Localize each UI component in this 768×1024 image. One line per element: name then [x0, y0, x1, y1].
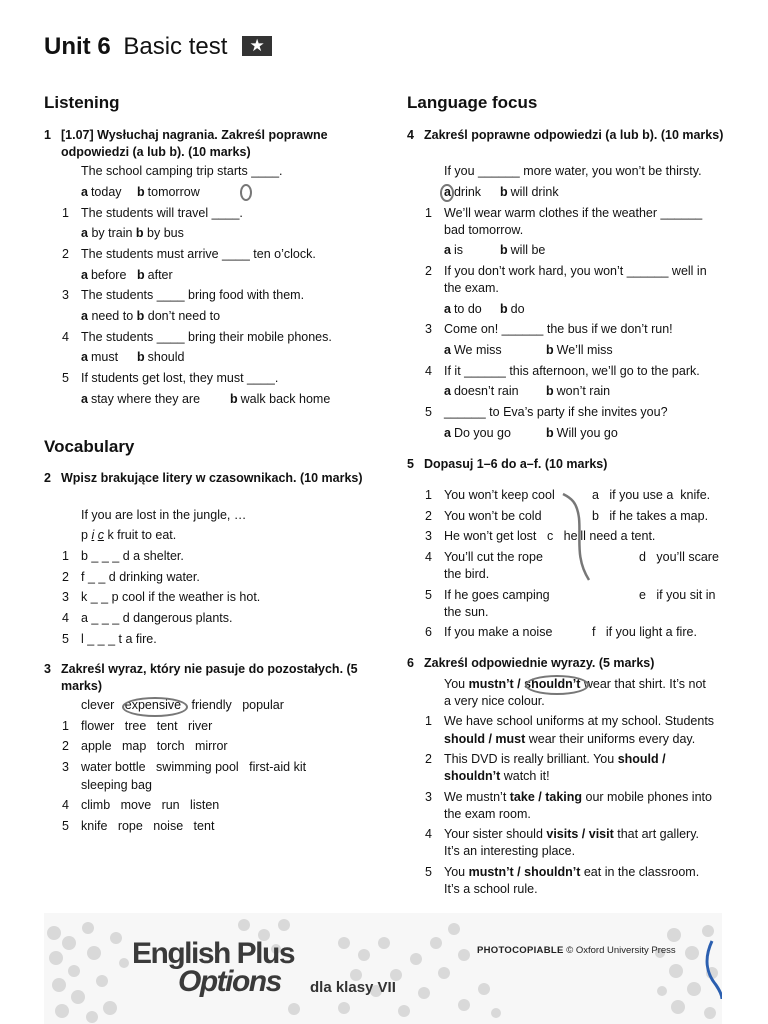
- task-1-item-3-options: a need to b don’t need to: [81, 309, 221, 323]
- task-2-item-2: 2 f _ _ d drinking water.: [62, 570, 200, 584]
- task-5-right-c: c he’ll need a tent.: [547, 529, 656, 543]
- photocopiable-notice: PHOTOCOPIABLE © Oxford University Press: [477, 945, 676, 956]
- task-6-item-1: 1 We have school uniforms at my school. Students: [425, 714, 715, 728]
- task-4-item-2-cont: the exam.: [444, 281, 499, 295]
- vocabulary-heading: Vocabulary: [44, 437, 135, 456]
- task-6-item-5: 5 You mustn’t / shouldn’t eat in the classroom.: [425, 865, 700, 879]
- task-2-item-3: 3 k _ _ p cool if the weather is hot.: [62, 590, 261, 604]
- task-3-instruction: 3 Zakreśl wyraz, który nie pasuje do pozostałych. (5 marks): [44, 662, 358, 693]
- task-6-item-3-cont: the exam room.: [444, 807, 531, 821]
- task-4-item-2: 2 If you don’t work hard, you won’t ______ well in: [425, 264, 707, 278]
- task-6-example-cont: a very nice colour.: [444, 694, 545, 708]
- task-3-item-3: 3 water bottle swimming pool first-aid kit: [62, 760, 307, 774]
- footer-banner: [44, 913, 722, 1024]
- test-title: Basic test: [123, 33, 228, 60]
- pencil-circle-mark: [122, 697, 188, 717]
- task-1-example-question: The school camping trip starts ____.: [81, 164, 283, 178]
- pencil-circle-mark: [525, 675, 589, 695]
- task-5-left-2: 2 You won’t be cold: [425, 509, 542, 523]
- task-2-item-1: 1 b _ _ _ d a shelter.: [62, 549, 184, 563]
- task-4-item-1: 1 We’ll wear warm clothes if the weather ______: [425, 206, 703, 220]
- task-2-example-question: If you are lost in the jungle, …: [81, 508, 247, 522]
- task-1-item-5: 5 If students get lost, they must ____.: [62, 371, 279, 385]
- task-5-left-5-cont: the sun.: [444, 605, 489, 619]
- task-2-example-answer: p i c k fruit to eat.: [81, 528, 177, 542]
- task-5-left-6: 6 If you make a noise: [425, 625, 553, 639]
- task-5-right-f: f if you light a fire.: [592, 625, 697, 639]
- task-5-left-4: 4 You’ll cut the rope: [425, 550, 543, 564]
- pencil-line-mark: [557, 488, 607, 588]
- task-3-item-3-cont: sleeping bag: [81, 778, 152, 792]
- page-title: [44, 33, 272, 61]
- task-6-item-5-cont: It’s a school rule.: [444, 882, 538, 896]
- task-4-item-4: 4 If it ______ this afternoon, we’ll go to the park.: [425, 364, 700, 378]
- task-6-item-4-cont: It’s an interesting place.: [444, 844, 576, 858]
- task-5-right-a: a if you use a knife.: [592, 488, 711, 502]
- brand-level: dla klasy VII: [310, 979, 396, 996]
- task-6-item-2-cont: shouldn’t watch it!: [444, 769, 550, 783]
- task-5-left-4-cont: the bird.: [444, 567, 490, 581]
- task-5-left-5: 5 If he goes camping: [425, 588, 550, 602]
- task-5-left-3: 3 He won’t get lost: [425, 529, 537, 543]
- listening-heading: Listening: [44, 93, 120, 112]
- brand-logo-options: Options: [178, 965, 281, 998]
- task-6-example: You mustn’t / shouldn’t wear that shirt. It’s not: [444, 677, 706, 691]
- task-4-instruction: 4 Zakreśl poprawne odpowiedzi (a lub b). (10 marks): [407, 128, 724, 142]
- task-1-item-2: 2 The students must arrive ____ ten o’clock.: [62, 247, 316, 261]
- brand-logo-english-plus: English Plus: [132, 937, 295, 970]
- task-3-example: clever expensive friendly popular: [81, 698, 284, 712]
- task-1-item-4: 4 The students ____ bring their mobile phones.: [62, 330, 332, 344]
- task-5-right-e: e if you sit in: [639, 588, 716, 602]
- task-6-item-2: 2 This DVD is really brilliant. You should /: [425, 752, 666, 766]
- task-1-item-1-options: a by train b by bus: [81, 226, 184, 240]
- task-4-example-question: If you ______ more water, you won’t be thirsty.: [444, 164, 702, 178]
- task-5-instruction: 5 Dopasuj 1–6 do a–f. (10 marks): [407, 457, 608, 471]
- task-6-item-3: 3 We mustn’t take / taking our mobile phones into: [425, 790, 712, 804]
- task-5-right-d: d you’ll scare: [639, 550, 719, 564]
- task-4-item-5: 5 ______ to Eva’s party if she invites you?: [425, 405, 668, 419]
- unit-label: Unit 6: [44, 33, 111, 60]
- task-6-instruction: 6 Zakreśl odpowiednie wyrazy. (5 marks): [407, 656, 655, 670]
- task-2-item-5: 5 l _ _ _ t a fire.: [62, 632, 157, 646]
- task-1-instruction: 1 [1.07] Wysłuchaj nagrania. Zakreśl poprawne odpowiedzi (a lub b). (10 marks): [44, 128, 328, 159]
- task-3-item-1: 1 flower tree tent river: [62, 719, 213, 733]
- task-3-item-4: 4 climb move run listen: [62, 798, 220, 812]
- pencil-circle-mark: [440, 184, 454, 202]
- task-5-right-b: b if he takes a map.: [592, 509, 709, 523]
- task-2-instruction: 2 Wpisz brakujące litery w czasownikach. (10 marks): [44, 471, 363, 485]
- task-5-left-1: 1 You won’t keep cool: [425, 488, 555, 502]
- task-3-item-5: 5 knife rope noise tent: [62, 819, 215, 833]
- task-1-item-1: 1 The students will travel ____.: [62, 206, 243, 220]
- task-4-item-1-cont: bad tomorrow.: [444, 223, 524, 237]
- task-6-item-4: 4 Your sister should visits / visit that art gallery.: [425, 827, 700, 841]
- pencil-circle-mark: [240, 184, 252, 201]
- task-4-item-3: 3 Come on! ______ the bus if we don’t run!: [425, 322, 673, 336]
- task-3-item-2: 2 apple map torch mirror: [62, 739, 228, 753]
- task-2-item-4: 4 a _ _ _ d dangerous plants.: [62, 611, 233, 625]
- star-icon: ★: [242, 36, 272, 56]
- task-6-item-1-cont: should / must wear their uniforms every day.: [444, 732, 696, 746]
- task-1-item-3: 3 The students ____ bring food with them.: [62, 288, 305, 302]
- language-focus-heading: Language focus: [407, 93, 538, 112]
